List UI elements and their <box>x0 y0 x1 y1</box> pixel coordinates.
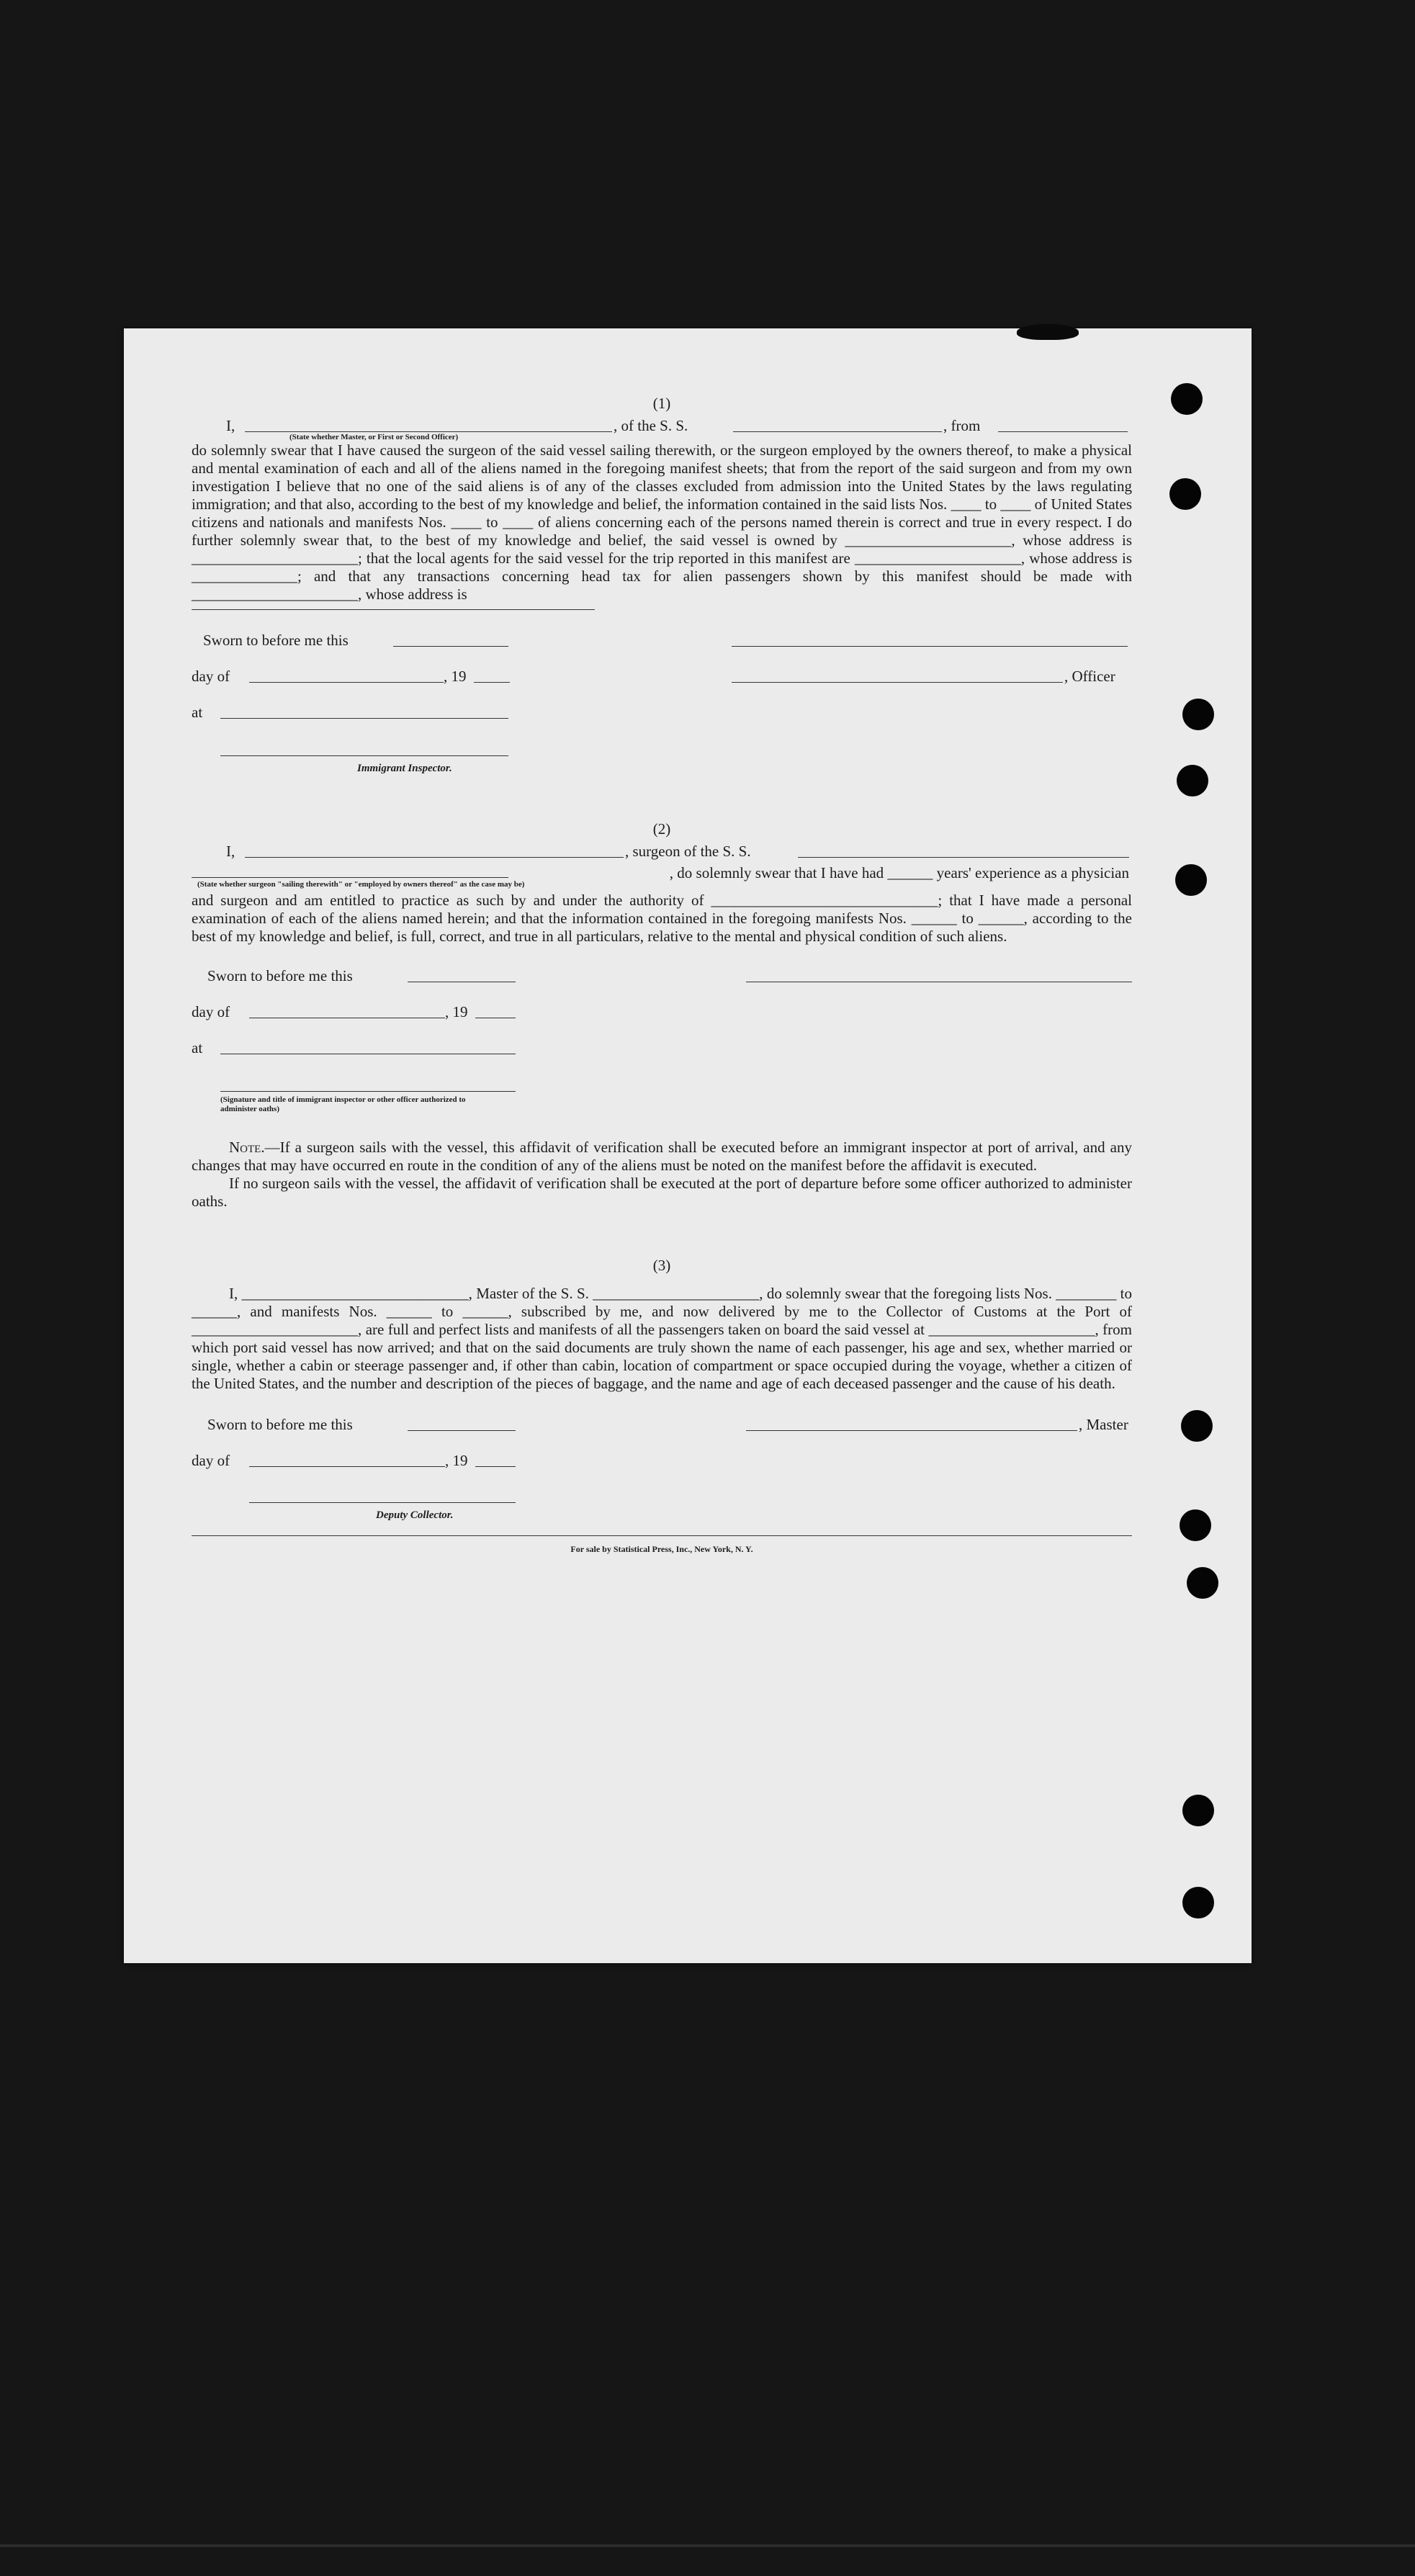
section-2-sworn: Sworn to before me this <box>207 967 353 984</box>
section-2-i: I, <box>226 843 235 860</box>
officer-title-blank <box>732 682 1063 683</box>
collector-signature-blank <box>249 1502 516 1503</box>
affidavit-text <box>192 395 1132 1558</box>
manifest-back-page <box>124 328 1252 1963</box>
section-3-collector: Deputy Collector. <box>376 1509 454 1521</box>
vessel-name-blank <box>733 431 942 432</box>
section-3-day-of: day of <box>192 1452 230 1469</box>
binder-hole <box>1177 765 1208 796</box>
section-2-note-2: If no surgeon sails with the vessel, the affidavit of verification shall be executed at the port of departure before some officer authorized to administer oaths. <box>192 1175 1132 1210</box>
section-1-i: I, <box>226 417 235 434</box>
section-2-day-of: day of <box>192 1003 230 1020</box>
section-1-at: at <box>192 704 203 721</box>
section-1-sworn: Sworn to before me this <box>203 632 349 649</box>
year-blank <box>474 682 510 683</box>
master-name-blank <box>245 431 612 432</box>
section-2-surgeon: , surgeon of the S. S. <box>625 843 751 860</box>
officer-signature-blank <box>732 646 1128 647</box>
year-blank-3 <box>475 1466 516 1467</box>
section-3-number: (3) <box>652 1257 671 1274</box>
surgeon-vessel-blank <box>798 857 1129 858</box>
sworn-day-blank-3 <box>408 1430 516 1431</box>
scan-bottom-edge <box>0 2544 1415 2547</box>
binder-hole <box>1182 1795 1214 1826</box>
month-blank-3 <box>249 1466 445 1467</box>
section-1-number: (1) <box>652 395 671 412</box>
surgeon-status-blank <box>192 877 508 878</box>
section-2-signature-block <box>192 967 1132 1126</box>
section-2-swear: , do solemnly swear that I have had ______ years' experience as a physician <box>669 864 1129 881</box>
section-1-header-line <box>192 417 1132 441</box>
printer-footer: For sale by Statistical Press, Inc., New York, N. Y. <box>192 1535 1132 1558</box>
note-label: Note. <box>229 1139 265 1156</box>
section-1-hint: (State whether Master, or First or Second Officer) <box>289 433 459 441</box>
master-signature-blank <box>746 1430 1077 1431</box>
section-3-body: I, ______________________________, Master of the S. S. ______________________, do solemnly swear that the foregoing lists Nos. ________ to ______, and manifests Nos. ______ to ______, subscribed by me, and now delivered by me to the Collector of Customs at the Port of ______________________, are full and perfect lists and manifests of all the passengers taken on board the said vessel at ______________________, from which port said vessel has now arrived; and that on the said documents are truly shown the name of each passenger, his age and sex, whether married or single, whether a cabin or steerage passenger and, if other than cabin, location of compartment or space occupied during the voyage, whether a citizen of the United States, and the number and description of the pieces of baggage, and the name and age of each deceased passenger and the cause of his death. <box>192 1285 1132 1392</box>
section-3-sworn: Sworn to before me this <box>207 1416 353 1433</box>
section-2-line-1 <box>192 843 1132 864</box>
section-1-from: , from <box>943 417 981 434</box>
month-blank <box>249 682 444 683</box>
section-1-year: , 19 <box>444 668 467 685</box>
binder-hole <box>1169 478 1201 510</box>
section-2-body: and surgeon and am entitled to practice as such by and under the authority of ______________________________; that I have made a personal examination of each of the aliens named herein; and that the information contained in the foregoing manifests Nos. ______ to ______, according to the best of my knowledge and belief, is full, correct, and true in all particulars, relative to the mental and physical condition of such aliens. <box>192 892 1132 945</box>
section-1-inspector: Immigrant Inspector. <box>357 763 452 774</box>
section-2-note-1 <box>192 1139 1132 1175</box>
section-3-signature-block <box>192 1416 1132 1531</box>
section-2-year: , 19 <box>445 1003 468 1020</box>
binder-hole <box>1180 1509 1211 1541</box>
section-2-line-2 <box>192 864 1132 892</box>
sworn-day-blank <box>393 646 508 647</box>
section-2-sig-label: (Signature and title of immigrant inspector or other officer authorized to administer oaths) <box>220 1095 466 1113</box>
place-blank <box>220 718 508 719</box>
section-1-day-of: day of <box>192 668 230 685</box>
section-2-at: at <box>192 1039 203 1056</box>
surgeon-name-blank <box>245 857 624 858</box>
binder-hole <box>1182 699 1214 730</box>
inspector-signature-blank <box>220 755 508 756</box>
binder-hole <box>1175 864 1207 896</box>
binder-hole <box>1187 1567 1218 1599</box>
port-from-blank <box>998 431 1128 432</box>
binder-hole <box>1182 1887 1214 1918</box>
section-1-signature-block <box>192 632 1132 804</box>
section-1-officer: , Officer <box>1064 668 1115 685</box>
binder-hole <box>1181 1410 1213 1442</box>
section-1-body: do solemnly swear that I have caused the surgeon of the said vessel sailing therewith, or the surgeon employed by the owners thereof, to make a physical and mental examination of each and all of the aliens named in the foregoing manifest sheets; that from the report of the said surgeon and from my own investigation I believe that no one of the said aliens is of any of the classes excluded from admission into the United States by the laws regulating immigration; and that also, according to the best of my knowledge and belief, the information contained in the said lists Nos. ____ to ____ of United States citizens and nationals and manifests Nos. ____ to ____ of aliens concerning each of the persons named therein is correct and true in every respect. I do further solemnly swear that, to the best of my knowledge and belief, the said vessel is owned by ______________________, whose address is ______________________; that the local agents for the said vessel for the trip reported in this manifest are ______________________, whose address is ______________; and that any transactions concerning head tax for alien passengers shown by this manifest should be made with ______________________, whose address is <box>192 441 1132 603</box>
section-2-hint: (State whether surgeon "sailing therewith" or "employed by owners thereof" as the case may be) <box>197 880 525 889</box>
section-1-ss: , of the S. S. <box>614 417 688 434</box>
section-3-year: , 19 <box>445 1452 468 1469</box>
section-1-trailing-blank <box>192 609 595 610</box>
officer-signature-blank-2 <box>220 1091 516 1092</box>
note-1-text: —If a surgeon sails with the vessel, this affidavit of verification shall be executed before an immigrant inspector at port of arrival, and any changes that may have occurred en route in the condition of any of the aliens must be noted on the manifest before the affidavit is executed. <box>192 1139 1132 1174</box>
binding-tab <box>1017 324 1079 340</box>
binder-hole <box>1171 383 1203 415</box>
section-2-number: (2) <box>652 820 671 838</box>
section-3-master: , Master <box>1079 1416 1128 1433</box>
